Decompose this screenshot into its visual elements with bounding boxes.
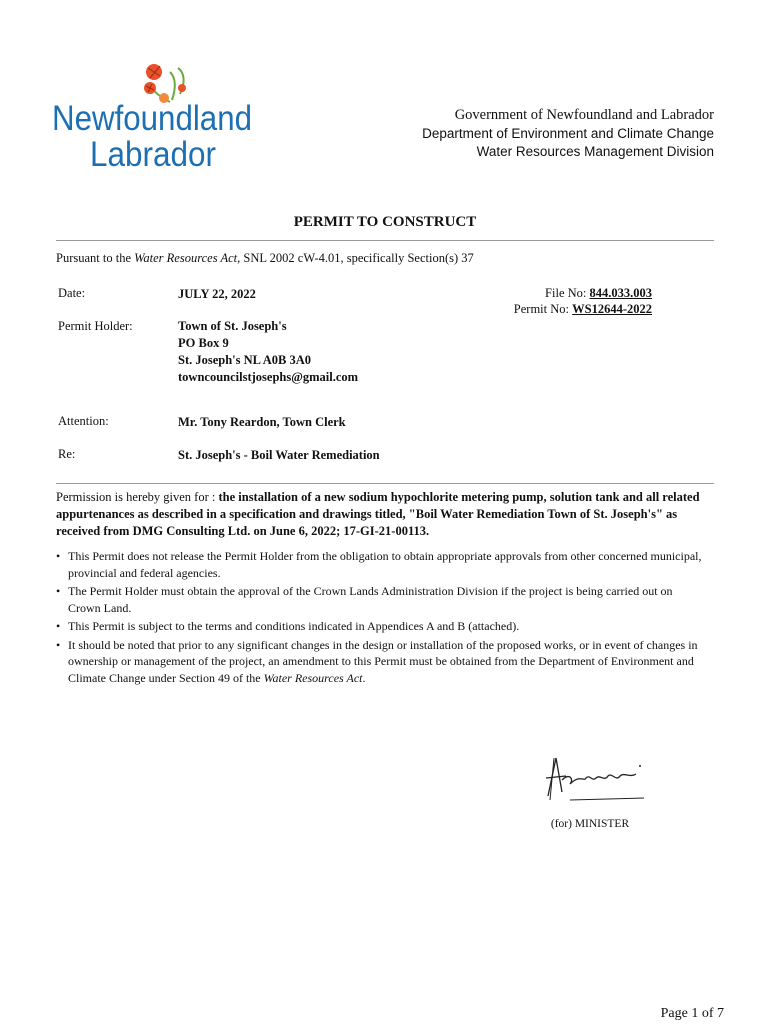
handwritten-signature	[540, 752, 660, 808]
re-label: Re:	[58, 447, 76, 461]
pursuant-line: Pursuant to the Water Resources Act, SNL 2002 cW-4.01, specifically Section(s) 37	[56, 251, 474, 265]
permission-paragraph: Permission is hereby given for : the installation of a new sodium hypochlorite metering pump, solution tank and all related appurtenances as described in a specification and drawings titled, "Boil Water Remediation Town of St. Joseph's" as received from DMG Consulting Ltd. on June 6, 2022; 17-GI-21-00113.	[56, 490, 700, 538]
permit-number: WS12644-2022	[572, 302, 652, 316]
list-item: • This Permit is subject to the terms and conditions indicated in Appendices A and B (attached).	[56, 618, 708, 635]
logo-line1: Newfoundland	[52, 99, 252, 138]
holder-email: towncouncilstjosephs@gmail.com	[178, 370, 359, 384]
re-value: St. Joseph's - Boil Water Remediation	[178, 448, 380, 462]
list-item: • This Permit does not release the Permit Holder from the obligation to obtain appropriate approvals from other concerned municipal, provincial and federal agencies.	[56, 548, 708, 581]
document-title: PERMIT TO CONSTRUCT	[293, 214, 477, 230]
attention-value: Mr. Tony Reardon, Town Clerk	[178, 415, 346, 429]
date-label: Date:	[58, 286, 86, 300]
government-name: Government of Newfoundland and Labrador	[454, 107, 714, 123]
logo-line2: Labrador	[90, 135, 217, 174]
divider	[56, 483, 714, 484]
holder-address: Town of St. Joseph's PO Box 9 St. Joseph's NL A0B 3A0 towncouncilstjosephs@gmail.com	[178, 319, 359, 384]
list-item: • It should be noted that prior to any significant changes in the design or installation of the proposed works, or in event of changes in ownership or management of the project, an amendment to this Permit must be obtained from the Department of Environment and Climate Change under Section 49 of the Water Resources Act.	[56, 637, 708, 687]
divider	[56, 240, 714, 241]
file-number: 844.033.003	[589, 286, 652, 300]
pitcher-plant-icon	[144, 64, 186, 103]
department-name: Department of Environment and Climate Change	[422, 126, 714, 141]
division-name: Water Resources Management Division	[476, 144, 714, 159]
holder-label: Permit Holder:	[58, 319, 133, 333]
page-number: Page 1 of 7	[660, 1006, 724, 1021]
attention-label: Attention:	[58, 414, 109, 428]
list-item: • The Permit Holder must obtain the approval of the Crown Lands Administration Division if the project is being carried out on Crown Land.	[56, 583, 708, 616]
newfoundland-labrador-logo	[52, 58, 262, 178]
conditions-list	[56, 548, 708, 688]
date-value: JULY 22, 2022	[178, 287, 256, 301]
file-block: File No: 844.033.003 Permit No: WS12644-2022	[513, 286, 652, 316]
signature-caption: (for) MINISTER	[550, 818, 630, 830]
